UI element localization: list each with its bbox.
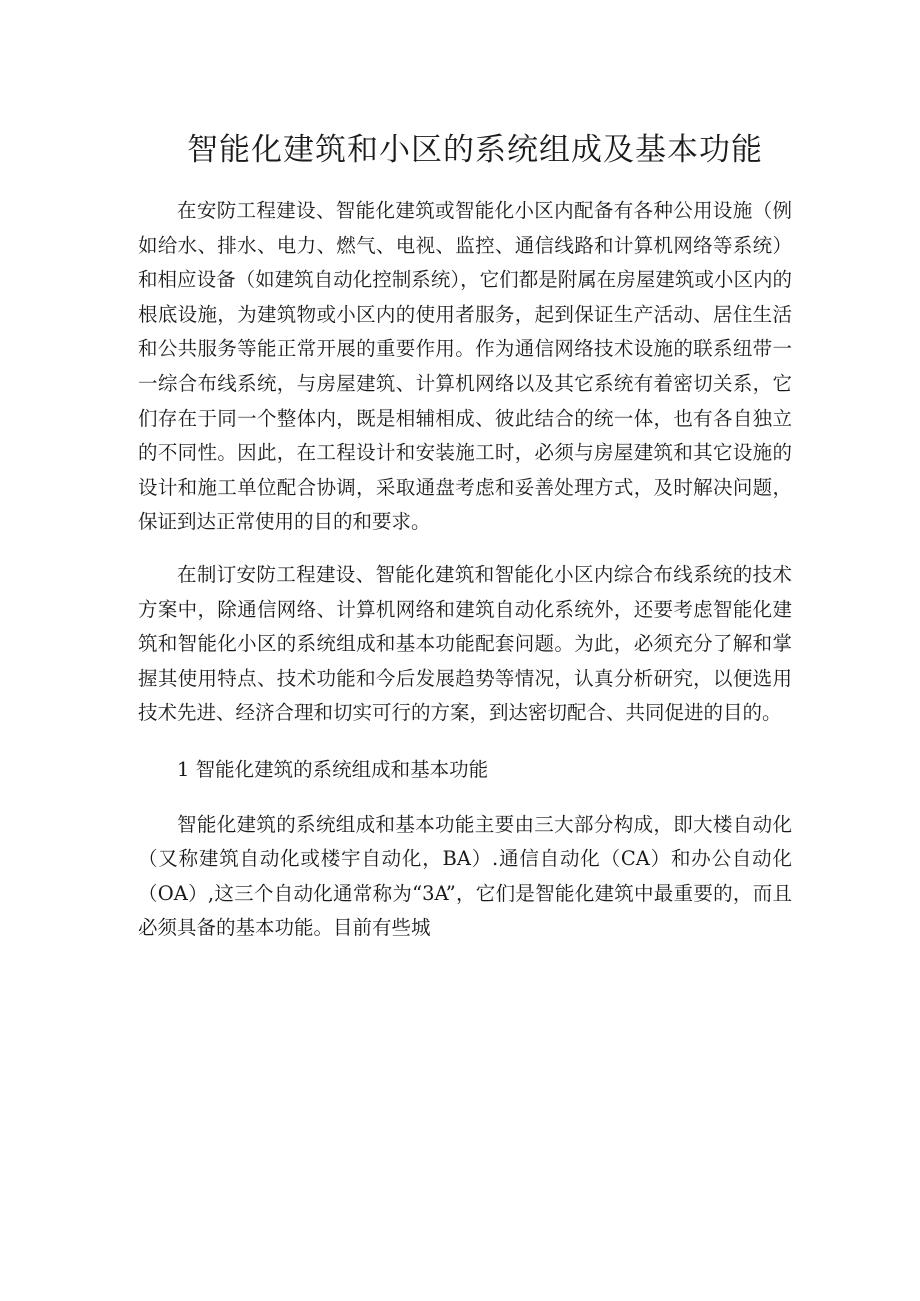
body-paragraph-1: 在安防工程建设、智能化建筑或智能化小区内配备有各种公用设施（例如给水、排水、电力、燃气、电视、监控、通信线路和计算机网络等系统）和相应设备（如建筑自动化控制系统），它们都是附属在房屋建筑或小区内的根底设施，为建筑物或小区内的使用者服务，起到保证生产活动、居住生活和公共服务等能正常开展的重要作用。作为通信网络技术设施的联系纽带一一综合布线系统，与房屋建筑、计算机网络以及其它系统有着密切关系，它们存在于同一个整体内，既是相辅相成、彼此结合的统一体，也有各自独立的不同性。因此，在工程设计和安装施工时，必须与房屋建筑和其它设施的设计和施工单位配合协调，采取通盘考虑和妥善处理方式，及时解决问题，保证到达正常使用的目的和要求。 bbox=[138, 199, 792, 534]
body-paragraph-2: 在制订安防工程建设、智能化建筑和智能化小区内综合布线系统的技术方案中，除通信网络、计算机网络和建筑自动化系统外，还要考虑智能化建筑和智能化小区的系统组成和基本功能配套问题。为此，必须充分了解和掌握其使用特点、技术功能和今后发展趋势等情况，认真分析研究，以便选用技术先进、经济合理和切实可行的方案，到达密切配合、共同促进的目的。 bbox=[138, 562, 792, 725]
section-heading: 1 智能化建筑的系统组成和基本功能 bbox=[177, 757, 489, 781]
section-paragraph: 智能化建筑的系统组成和基本功能主要由三大部分构成，即大楼自动化（又称建筑自动化或楼宇自动化，BA）.通信自动化（CA）和办公自动化（OA）,这三个自动化通常称为“3A”，它们是智能化建筑中最重要的，而且必须具备的基本功能。目前有些城 bbox=[138, 812, 792, 940]
document-title: 智能化建筑和小区的系统组成及基本功能 bbox=[187, 132, 763, 168]
